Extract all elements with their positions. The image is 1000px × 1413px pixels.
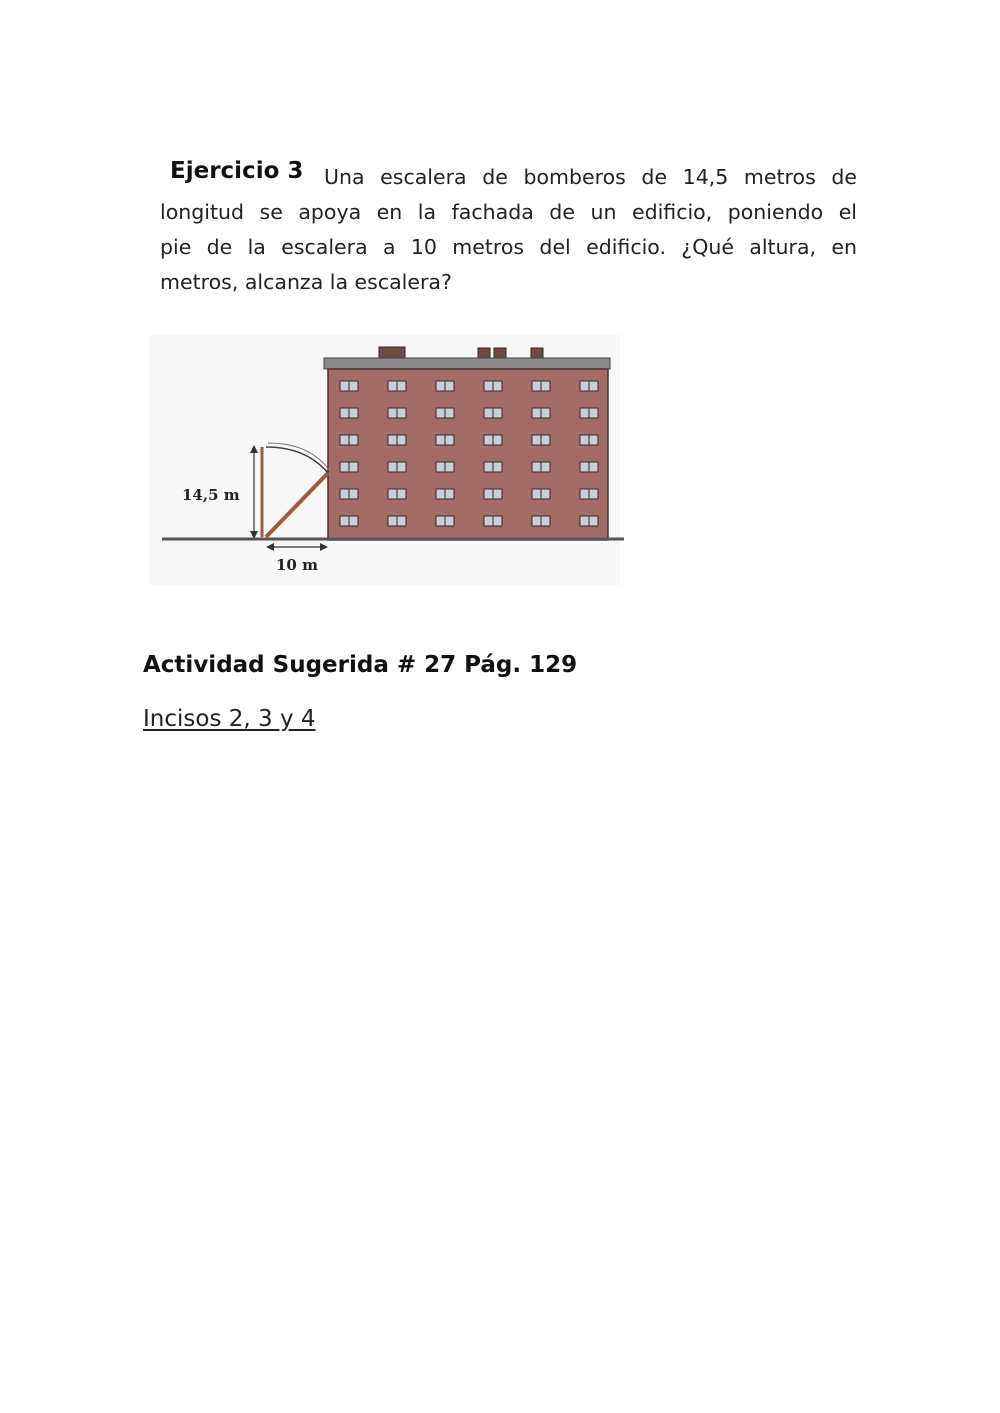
building-facade <box>328 369 608 540</box>
base-distance-label: 10 m <box>276 556 318 574</box>
problem-line-4: metros, alcanza la escalera? <box>160 270 452 294</box>
problem-line-1: Una escalera de bomberos de 14,5 metros de <box>324 165 857 189</box>
ladder-building-figure <box>150 325 630 590</box>
problem-line-2: longitud se apoya en la fachada de un edificio, poniendo el <box>160 200 857 224</box>
incisos-link[interactable]: Incisos 2, 3 y 4 <box>143 706 316 732</box>
problem-line-3: pie de la escalera a 10 metros del edificio. ¿Qué altura, en <box>160 235 857 259</box>
ladder-length-label: 14,5 m <box>182 486 240 504</box>
building-roof <box>324 358 610 369</box>
activity-title: Actividad Sugerida # 27 Pág. 129 <box>143 652 578 678</box>
exercise-title: Ejercicio 3 <box>170 158 304 184</box>
